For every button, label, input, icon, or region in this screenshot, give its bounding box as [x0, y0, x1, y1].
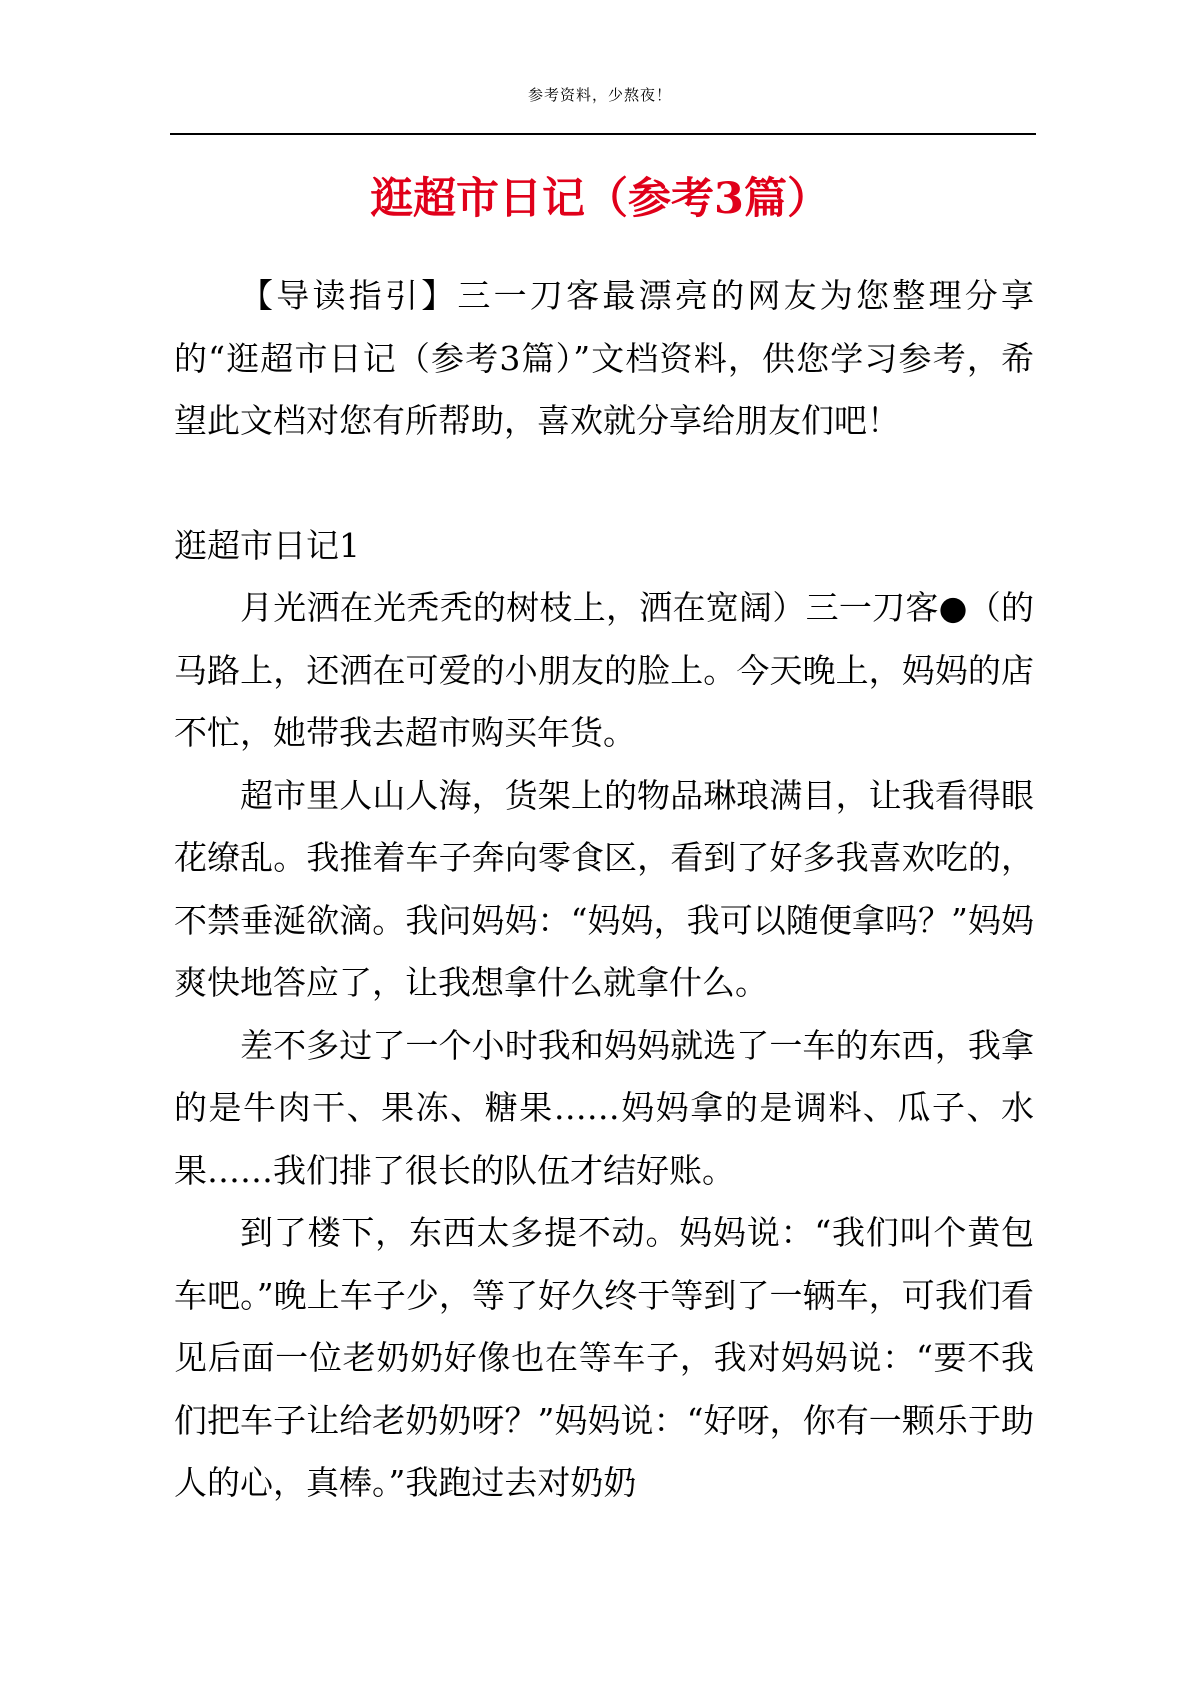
- section-heading: 逛超市日记1: [174, 525, 360, 565]
- document-title: 逛超市日记（参考3篇）: [370, 173, 830, 224]
- document-body: [174, 265, 1034, 1515]
- body-paragraph: 到了楼下，东西太多提不动。妈妈说：“我们叫个黄包车吧。”晚上车子少，等了好久终于等到了一辆车，可我们看见后面一位老奶奶好像也在等车子，我对妈妈说：“要不我们把车子让给老奶奶呀？”妈妈说：“好呀，你有一颗乐于助人的心，真棒。”我跑过去对奶奶: [174, 1213, 1034, 1502]
- body-paragraph: 超市里人山人海，货架上的物品琳琅满目，让我看得眼花缭乱。我推着车子奔向零食区，看到了好多我喜欢吃的，不禁垂涎欲滴。我问妈妈：“妈妈，我可以随便拿吗？”妈妈爽快地答应了，让我想拿什么就拿什么。: [174, 775, 1034, 1002]
- header-note: 参考资料，少熬夜！: [527, 86, 672, 104]
- body-paragraph: 差不多过了一个小时我和妈妈就选了一车的东西，我拿的是牛肉干、果冻、糖果……妈妈拿的是调料、瓜子、水果……我们排了很长的队伍才结好账。: [174, 1025, 1034, 1190]
- header-divider: [170, 133, 1036, 135]
- body-paragraph: 月光洒在光秃秃的树枝上，洒在宽阔）三一刀客●（的马路上，还洒在可爱的小朋友的脸上。今天晚上，妈妈的店不忙，她带我去超市购买年货。: [174, 588, 1034, 752]
- intro-paragraph: 【导读指引】三一刀客最漂亮的网友为您整理分享的“逛超市日记（参考3篇）”文档资料，供您学习参考，希望此文档对您有所帮助，喜欢就分享给朋友们吧！: [174, 276, 1034, 440]
